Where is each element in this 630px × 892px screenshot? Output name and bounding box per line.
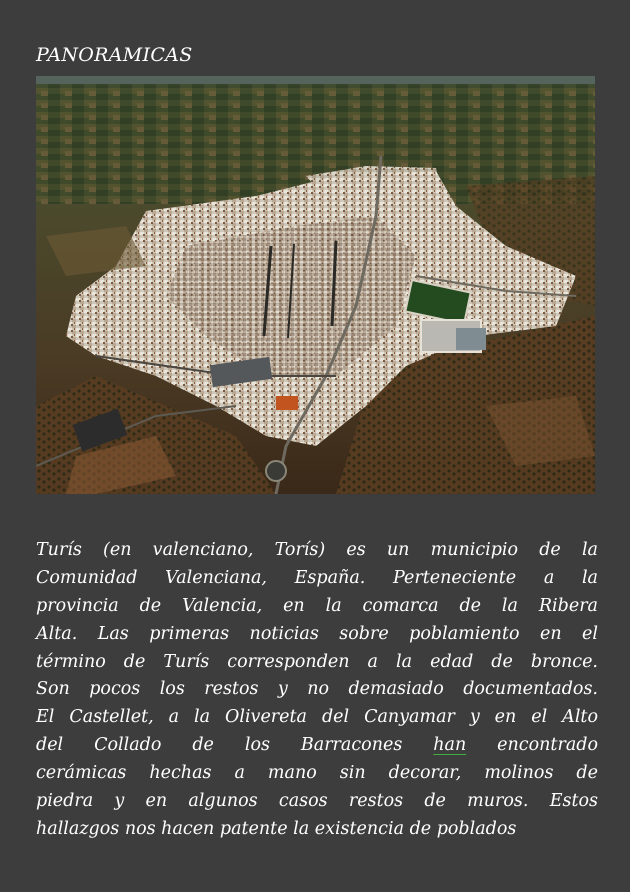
body-line: Son pocos los restos y no demasiado documentados. — [36, 679, 598, 700]
body-line: cerámicas hechas a mano sin decorar, molinos de — [36, 763, 598, 784]
body-line: Comunidad Valenciana, España. Perteneciente a la — [36, 567, 598, 588]
body-line: El Castellet, a la Olivereta del Canyamar y en el Alto — [36, 707, 598, 728]
section-heading: PANORAMICAS — [36, 44, 193, 66]
body-line: Turís (en valenciano, Torís) es un municipio de la — [36, 540, 598, 560]
underlined-word: han — [433, 735, 467, 756]
body-line — [36, 732, 598, 760]
body-line-segment: del Collado de los Barracones — [36, 735, 434, 756]
aerial-town-photo — [36, 76, 595, 494]
body-line: provincia de Valencia, en la comarca de la Ribera — [36, 595, 598, 616]
aerial-town-illustration — [36, 76, 595, 494]
body-line: Alta. Las primeras noticias sobre poblamiento en el — [36, 623, 598, 644]
body-line: término de Turís corresponden a la edad de bronce. — [36, 651, 598, 672]
body-line: hallazgos nos hacen patente la existencia de poblados — [36, 818, 517, 839]
body-line-segment: encontrado — [466, 735, 598, 756]
body-line: piedra y en algunos casos restos de muros. Estos — [36, 791, 598, 812]
body-paragraph — [36, 537, 598, 844]
